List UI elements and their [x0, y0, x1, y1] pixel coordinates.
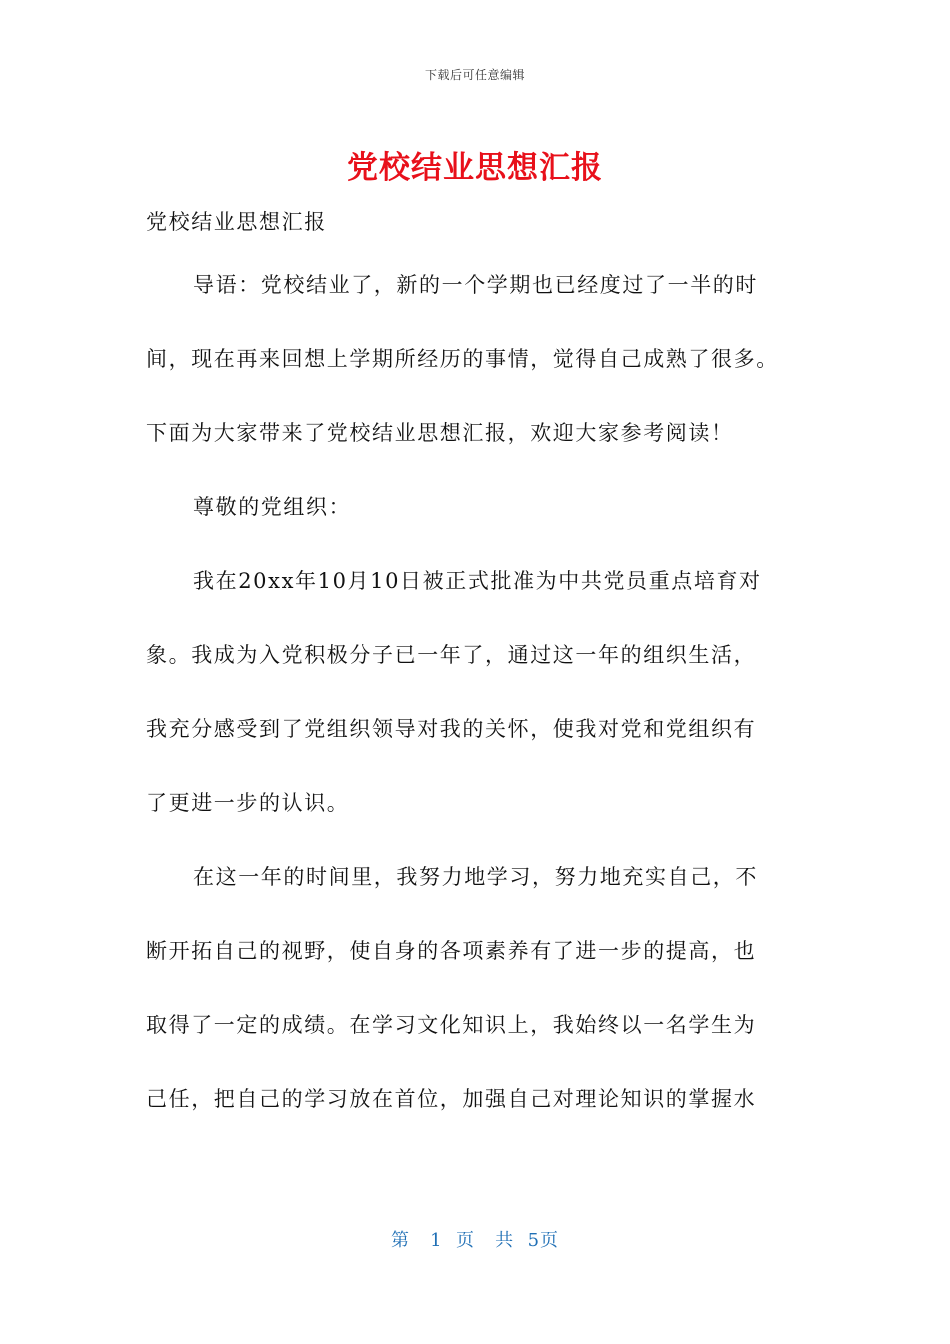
paragraph-line: 导语：党校结业了，新的一个学期也已经度过了一半的时 — [193, 273, 758, 297]
paragraph-line: 间，现在再来回想上学期所经历的事情，觉得自己成熟了很多。 — [146, 347, 779, 371]
paragraph-line: 下面为大家带来了党校结业思想汇报，欢迎大家参考阅读！ — [146, 421, 734, 445]
page-number-footer: 第 1 页 共 5页 — [390, 1230, 560, 1251]
paragraph-line: 我在20xx年10月10日被正式批准为中共党员重点培育对 — [193, 569, 762, 593]
document-body — [146, 196, 806, 1136]
paragraph-line: 断开拓自己的视野，使自身的各项素养有了进一步的提高，也 — [146, 939, 757, 963]
paragraph-line: 取得了一定的成绩。在学习文化知识上，我始终以一名学生为 — [146, 1013, 757, 1037]
paragraph-line: 象。我成为入党积极分子已一年了，通过这一年的组织生活， — [146, 643, 757, 667]
document-title: 党校结业思想汇报 — [347, 150, 603, 186]
paragraph-line: 己任，把自己的学习放在首位，加强自己对理论知识的掌握水 — [146, 1087, 757, 1111]
paragraph-line: 在这一年的时间里，我努力地学习，努力地充实自己，不 — [193, 865, 758, 889]
header-note: 下载后可任意编辑 — [424, 68, 525, 82]
paragraph-line: 我充分感受到了党组织领导对我的关怀，使我对党和党组织有 — [146, 717, 757, 741]
paragraph-line: 了更进一步的认识。 — [146, 791, 350, 815]
salutation-line: 尊敬的党组织： — [193, 495, 352, 519]
subtitle-line: 党校结业思想汇报 — [146, 210, 327, 234]
